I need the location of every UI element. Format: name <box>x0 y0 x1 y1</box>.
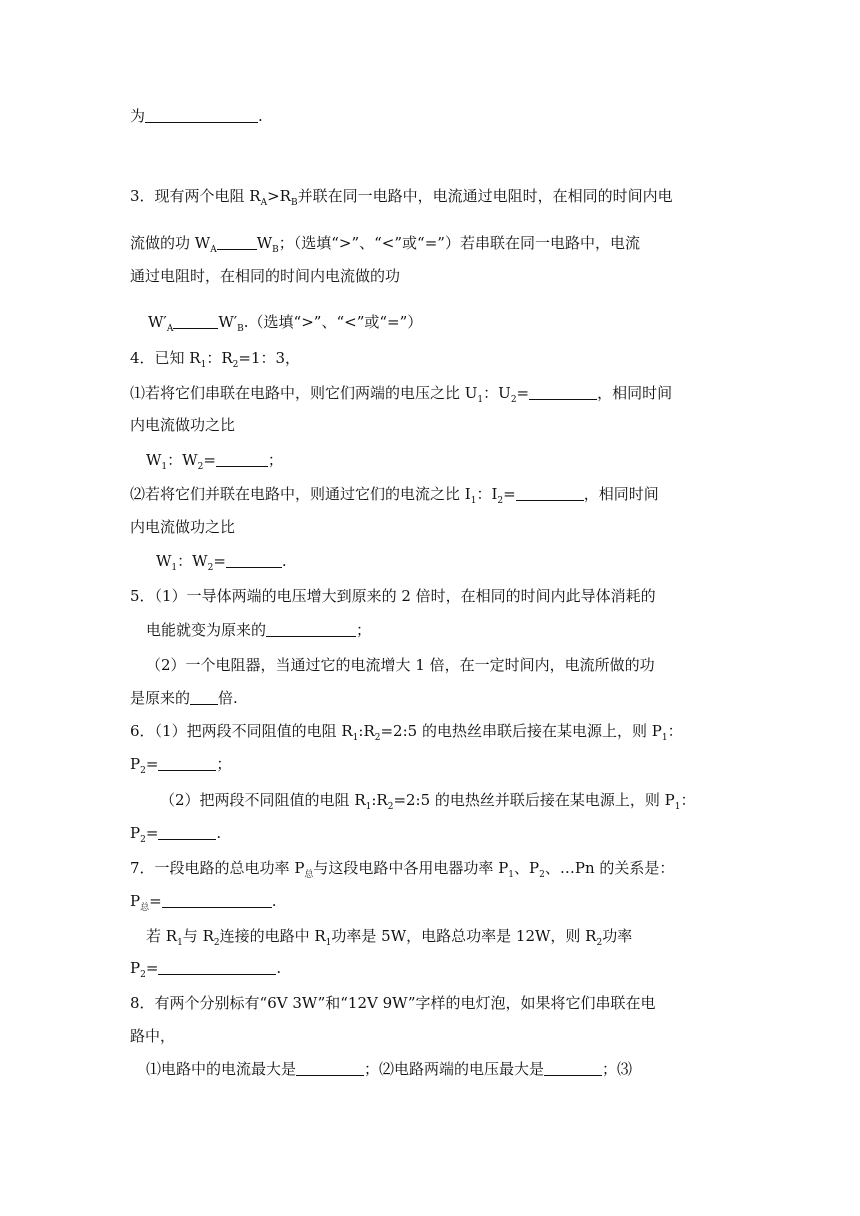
text-segment: = <box>145 755 159 773</box>
text-segment: ⑴电路中的电流最大是 <box>146 1060 297 1078</box>
subscript: 2 <box>140 766 146 776</box>
subscript: 1 <box>161 462 168 472</box>
question-6-line-1 <box>130 721 683 741</box>
text-segment: 功率是 5W，电路总功率是 12W，则 R <box>331 927 597 945</box>
text-segment: 功率 <box>602 927 633 945</box>
subscript: 1 <box>470 496 477 506</box>
text-segment: P <box>130 892 141 910</box>
question-6-line-2 <box>130 754 231 774</box>
subscript: 1 <box>477 395 484 405</box>
text-segment: 为 <box>130 107 146 125</box>
text-segment: =2:5 的电热丝并联后接在某电源上，则 P <box>393 791 675 809</box>
question-4-line-7 <box>156 551 287 571</box>
answer-blank[interactable] <box>145 107 258 123</box>
answer-blank[interactable] <box>158 755 216 771</box>
text-segment: ，相同时间 <box>583 485 659 503</box>
text-segment: 电能就变为原来的 <box>146 621 267 639</box>
text-segment: = <box>213 552 226 570</box>
question-8-line-1 <box>130 993 656 1013</box>
text-segment: = <box>145 959 159 977</box>
text-segment: 8．有两个分别标有“6V 3W”和“12V 9W”字样的电灯泡，如果将它们串联在电 <box>130 994 656 1012</box>
subscript: 2 <box>197 462 204 472</box>
text-segment: ；⑶ <box>602 1060 633 1078</box>
subscript: 1 <box>508 870 515 880</box>
text-segment: ； <box>267 451 283 469</box>
text-segment: W′ <box>218 313 238 331</box>
question-4-line-1 <box>130 348 300 368</box>
question-4-line-4 <box>146 450 283 470</box>
subscript: 1 <box>200 360 207 370</box>
text-segment: :R <box>358 722 375 740</box>
answer-line-top <box>130 106 263 126</box>
question-7-line-4 <box>130 958 281 978</box>
answer-blank[interactable] <box>516 485 584 501</box>
question-5-line-2 <box>146 620 371 640</box>
answer-blank[interactable] <box>162 892 272 908</box>
question-8-line-3 <box>146 1059 632 1079</box>
text-segment: （2）一个电阻器，当通过它的电流增大 1 倍，在一定时间内，电流所做的功 <box>146 656 655 674</box>
subscript: 1 <box>177 938 183 948</box>
question-4-line-6 <box>130 517 235 537</box>
text-segment: 内电流做功之比 <box>130 416 236 434</box>
text-segment: 、P <box>514 859 540 877</box>
answer-blank[interactable] <box>158 959 276 975</box>
text-segment: ⑴若将它们串联在电路中，则它们两端的电压之比 U <box>130 384 478 402</box>
question-4-line-5 <box>130 484 659 504</box>
question-7-line-2 <box>130 891 276 911</box>
answer-blank[interactable] <box>226 552 282 568</box>
text-segment: 是原来的 <box>130 689 191 707</box>
answer-blank[interactable] <box>173 313 218 329</box>
subscript: A <box>260 198 268 208</box>
text-segment: 流做的功 W <box>130 234 211 252</box>
text-segment: 7．一段电路的总电功率 P <box>130 859 305 877</box>
text-segment: ： <box>667 722 683 740</box>
text-segment: ：U <box>483 384 511 402</box>
subscript: 1 <box>352 733 359 743</box>
text-segment: 内电流做功之比 <box>130 518 236 536</box>
question-4-line-2 <box>130 383 672 403</box>
text-segment: = <box>203 451 216 469</box>
text-segment: ；⑵电路两端的电压最大是 <box>364 1060 545 1078</box>
text-segment: . <box>276 959 282 977</box>
answer-blank[interactable] <box>190 689 218 705</box>
subscript: B <box>237 324 244 334</box>
text-segment: ；（选填“>”、“<”或“=”）若串联在同一电路中，电流 <box>278 234 640 252</box>
subscript: 1 <box>171 563 178 573</box>
subscript: 1 <box>325 938 332 948</box>
question-5-line-3 <box>146 655 655 675</box>
subscript: B <box>290 198 298 208</box>
subscript: A <box>166 324 174 334</box>
question-7-line-1 <box>130 858 674 878</box>
text-segment: = <box>145 824 159 842</box>
subscript: 2 <box>387 802 394 812</box>
text-segment: ； <box>216 755 232 773</box>
subscript: 2 <box>140 835 146 845</box>
text-segment: 4．已知 R <box>130 349 201 367</box>
answer-blank[interactable] <box>266 621 356 637</box>
subscript: 2 <box>213 938 220 948</box>
text-segment: （2）把两段不同阻值的电阻 R <box>160 791 366 809</box>
answer-blank[interactable] <box>544 1060 602 1076</box>
subscript: 1 <box>661 733 668 743</box>
text-segment: =2:5 的电热丝串联后接在某电源上，则 P <box>380 722 662 740</box>
subscript: B <box>272 245 279 255</box>
text-segment: 6．（1）把两段不同阻值的电阻 R <box>130 722 353 740</box>
subscript: 2 <box>497 496 504 506</box>
text-segment: P <box>130 959 141 977</box>
text-segment: ：W <box>167 451 198 469</box>
question-6-line-3 <box>160 790 696 810</box>
text-segment: W <box>156 552 172 570</box>
question-3-line-2 <box>130 233 640 253</box>
answer-blank[interactable] <box>158 824 216 840</box>
text-segment: . <box>281 552 287 570</box>
text-segment: = <box>503 485 516 503</box>
text-segment: ：W <box>177 552 208 570</box>
subscript: 2 <box>207 563 214 573</box>
text-segment: 与这段电路中各用电器功率 P <box>313 859 509 877</box>
text-segment: 与 R <box>182 927 214 945</box>
text-segment: ：I <box>476 485 498 503</box>
text-segment: 倍. <box>218 689 238 707</box>
subscript: 总 <box>304 870 314 880</box>
text-segment: >R <box>267 187 291 205</box>
text-segment: P <box>130 755 141 773</box>
question-4-line-3 <box>130 415 235 435</box>
text-segment: 通过电阻时，在相同的时间内电流做的功 <box>130 267 401 285</box>
answer-blank[interactable] <box>296 1060 364 1076</box>
text-segment: ：R <box>206 349 233 367</box>
subscript: 2 <box>510 395 517 405</box>
answer-blank[interactable] <box>529 384 597 400</box>
subscript: 2 <box>539 870 545 880</box>
text-segment: . <box>271 892 277 910</box>
text-segment: W′ <box>148 313 167 331</box>
question-5-line-4 <box>130 688 238 708</box>
subscript: 总 <box>140 903 150 913</box>
text-segment: . <box>258 107 263 125</box>
text-segment: 连接的电路中 R <box>219 927 326 945</box>
subscript: 1 <box>365 802 372 812</box>
answer-blank[interactable] <box>216 451 268 467</box>
text-segment: ； <box>356 621 372 639</box>
text-segment: =1：3， <box>238 349 301 367</box>
text-segment: P <box>130 824 141 842</box>
question-3-line-1 <box>130 186 673 206</box>
subscript: 2 <box>140 970 146 980</box>
text-segment: 5．（1）一导体两端的电压增大到原来的 2 倍时，在相同的时间内此导体消耗的 <box>130 587 656 605</box>
text-segment: 路中， <box>130 1027 176 1045</box>
question-6-line-4 <box>130 823 221 843</box>
text-segment: :R <box>371 791 388 809</box>
question-3-line-3 <box>130 266 400 286</box>
text-segment: = <box>149 892 162 910</box>
subscript: 2 <box>596 938 603 948</box>
subscript: 2 <box>374 733 381 743</box>
subscript: A <box>210 245 217 255</box>
text-segment: ⑵若将它们并联在电路中，则通过它们的电流之比 I <box>130 485 471 503</box>
text-segment: = <box>516 384 530 402</box>
text-segment: 并联在同一电路中，电流通过电阻时，在相同的时间内电 <box>297 187 673 205</box>
text-segment: 若 R <box>146 927 178 945</box>
subscript: 1 <box>674 802 681 812</box>
text-segment: . <box>216 824 222 842</box>
text-segment: W <box>146 451 162 469</box>
text-segment: ： <box>680 791 696 809</box>
text-segment: 3．现有两个电阻 R <box>130 187 261 205</box>
text-segment: ，相同时间 <box>597 384 673 402</box>
text-segment: .（选填“>”、“<”或“=”） <box>243 313 423 331</box>
answer-blank[interactable] <box>217 234 257 250</box>
text-segment: W <box>256 234 273 252</box>
question-5-line-1 <box>130 586 656 606</box>
text-segment: 、…Pn 的关系是： <box>544 859 675 877</box>
subscript: 2 <box>232 360 239 370</box>
question-8-line-2 <box>130 1026 175 1046</box>
question-7-line-3 <box>146 926 632 946</box>
question-3-line-4 <box>148 312 422 332</box>
